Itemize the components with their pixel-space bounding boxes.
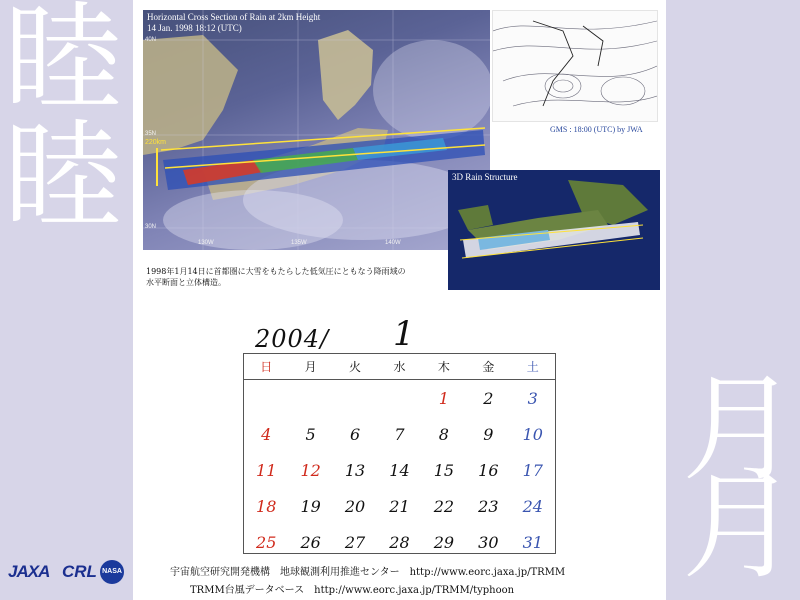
- day-cell: 5: [305, 424, 316, 444]
- day-cell: 3: [527, 388, 538, 408]
- crl-logo: CRL: [62, 562, 97, 581]
- figure-caption: [146, 266, 446, 288]
- day-cell: 16: [478, 460, 499, 480]
- background-char-tsuki-lower: 月: [682, 460, 798, 595]
- weekday-mon: 月: [288, 354, 332, 380]
- footer-jaxa-eorc-link[interactable]: 宇宙航空研究開発機構 地球観測利用推進センター http://www.eorc.jaxa.jp/TRMM: [170, 567, 566, 578]
- day-cell: 29: [433, 532, 455, 552]
- day-cell: 1: [438, 388, 449, 408]
- week-row: [244, 488, 555, 524]
- day-cell: 22: [433, 496, 455, 516]
- lat-label-30n: 30N: [145, 224, 157, 230]
- lon-label-130w: 130W: [198, 240, 214, 246]
- day-cell: 9: [483, 424, 494, 444]
- day-cell: 20: [344, 496, 366, 516]
- day-cell: 6: [349, 424, 361, 444]
- day-cell: 4: [261, 424, 272, 444]
- calendar-year: 2004/: [255, 325, 330, 353]
- 3d-rain-illustration: [448, 170, 660, 290]
- lon-label-140w: 140W: [385, 240, 401, 246]
- rain-cross-section-map: [143, 10, 490, 250]
- footer-typhoon-db-link[interactable]: TRMM台風データベース http://www.eorc.jaxa.jp/TRMM/typhoon: [190, 585, 515, 596]
- day-cell: [333, 380, 377, 417]
- map-illustration: [143, 10, 490, 250]
- lat-label-35n: 35N: [145, 131, 157, 137]
- calendar-table: [244, 354, 555, 560]
- weekday-sun: 日: [244, 354, 288, 380]
- 3d-rain-structure-map: [448, 170, 660, 290]
- day-cell: 15: [433, 460, 455, 480]
- day-cell: 25: [256, 532, 277, 552]
- caption-line-1: 1998年1月14日に首都圏に大雪をもたらした低気圧にともなう降雨域の: [146, 267, 406, 276]
- day-cell: 11: [256, 460, 277, 480]
- cloud: [373, 40, 490, 140]
- weekday-sat: 土: [511, 354, 555, 380]
- weekday-tue: 火: [333, 354, 377, 380]
- day-cell: 17: [522, 460, 543, 480]
- day-cell: 7: [394, 424, 405, 444]
- calendar-grid: [243, 353, 556, 554]
- calendar-month: 1: [393, 314, 415, 354]
- week-row: [244, 452, 555, 488]
- day-cell: 10: [522, 424, 543, 444]
- map-timestamp: 14 Jan. 1998 18:12 (UTC): [147, 23, 242, 33]
- 3d-rain-title: 3D Rain Structure: [452, 172, 518, 182]
- synoptic-map-caption: GMS : 18:00 (UTC) by JWA: [550, 125, 643, 134]
- background-char-mutsu-lower: 睦: [4, 108, 123, 246]
- weekday-wed: 水: [377, 354, 421, 380]
- isobar-illustration: [493, 11, 657, 121]
- day-cell: 8: [438, 424, 449, 444]
- day-cell: 18: [256, 496, 277, 516]
- day-cell: 24: [522, 496, 543, 516]
- day-cell: [288, 380, 332, 417]
- week-row: [244, 416, 555, 452]
- cloud: [163, 190, 343, 250]
- week-row: [244, 524, 555, 560]
- calendar-body: [244, 380, 555, 561]
- land-japan-north: [318, 30, 373, 120]
- synoptic-weather-map: [492, 10, 658, 122]
- day-cell: 31: [522, 532, 543, 552]
- lon-label-135w: 135W: [291, 240, 307, 246]
- lat-label-40n: 40N: [145, 37, 157, 43]
- height-scale-label: 220km: [145, 139, 167, 146]
- map-title: Horizontal Cross Section of Rain at 2km Height: [147, 12, 321, 22]
- week-row: [244, 380, 555, 417]
- day-cell: 23: [478, 496, 499, 516]
- day-cell: 19: [300, 496, 321, 516]
- day-cell: 30: [478, 532, 499, 552]
- land-korea-china: [143, 35, 238, 155]
- day-cell: [244, 380, 288, 417]
- jaxa-logo: JAXA: [8, 562, 50, 581]
- day-cell: [377, 380, 421, 417]
- background-char-mutsu: 睦: [4, 0, 123, 128]
- organization-logos: [8, 556, 126, 592]
- background-char-tsuki: 月: [682, 362, 798, 497]
- caption-line-2: 水平断面と立体構造。: [146, 278, 226, 287]
- day-cell: 2: [483, 388, 494, 408]
- day-cell: 27: [344, 532, 366, 552]
- weekday-header-row: [244, 354, 555, 380]
- day-cell: 14: [389, 460, 410, 480]
- day-cell: 21: [389, 496, 410, 516]
- day-cell: 13: [344, 460, 366, 480]
- day-cell: 12: [300, 460, 321, 480]
- weekday-fri: 金: [466, 354, 510, 380]
- weekday-thu: 木: [422, 354, 466, 380]
- day-cell: 26: [300, 532, 321, 552]
- nasa-logo: NASA: [100, 560, 124, 584]
- day-cell: 28: [389, 532, 410, 552]
